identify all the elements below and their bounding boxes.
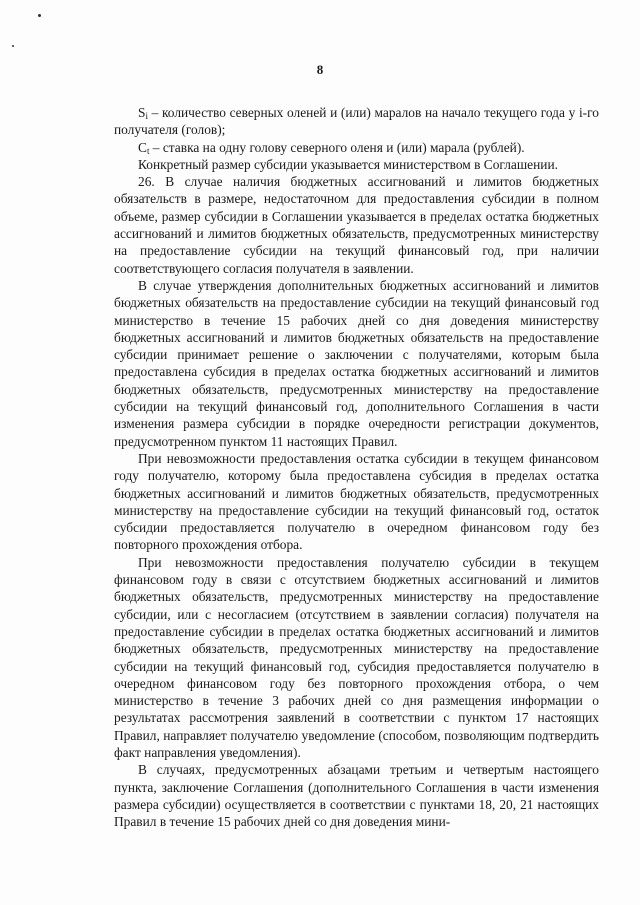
definition-ct bbox=[114, 139, 599, 156]
paragraph-cases: В случаях, предусмотренных абзацами третьим и четвертым настоящего пункта, заключение Соглашения (дополнительного Соглашения в части изменения размера субсидии) осуществляется в соответствии с пунктами 18, 20, 21 настоящих Правил в течение 15 рабочих дней со дня доведения мини- bbox=[114, 762, 599, 830]
paragraph-26: 26. В случае наличия бюджетных ассигнований и лимитов бюджетных обязательств в размере, недостаточном для предоставления субсидии в полном объеме, размер субсидии в Соглашении указывается в пределах остатка бюджетных ассигнований и лимитов бюджетных обязательств, предусмотренных министерству на предоставление субсидии на текущий финансовый год, при наличии соответствующего согласия получателя в заявлении. bbox=[114, 174, 599, 276]
si-subscript: i bbox=[145, 111, 148, 121]
definition-si bbox=[114, 104, 599, 139]
paragraph-remainder-impossible: При невозможности предоставления остатка субсидии в текущем финансовом году получателю, которому была предоставлена субсидия в пределах остатка бюджетных ассигнований и лимитов бюджетных обязательств, предусмотренных министерству на предоставление субсидии на текущий финансовый год, остаток субсидии предоставляется получателю в очередном финансовом году без повторного прохождения отбора. bbox=[114, 450, 599, 553]
paragraph-additional-allocations: В случае утверждения дополнительных бюджетных ассигнований и лимитов бюджетных обязательств на предоставление субсидии на текущий финансовый год министерство в течение 15 рабочих дней со дня доведения министерству бюджетных ассигнований и лимитов бюджетных обязательств на предоставление субсидии принимает решение о заключении с получателями, которым была предоставлена субсидия в пределах остатка бюджетных ассигнований и лимитов бюджетных обязательств, предусмотренных министерству на предоставление субсидии на текущий финансовый год, дополнительного Соглашения в части изменения размера субсидии в порядке очередности регистрации документов, предусмотренном пунктом 11 настоящих Правил. bbox=[114, 277, 599, 449]
paragraph-subsidy-amount: Конкретный размер субсидии указывается министерством в Соглашении. bbox=[138, 156, 558, 172]
ct-text: – ставка на одну голову северного оленя и (или) марала (рублей). bbox=[149, 139, 525, 155]
page-number: 8 bbox=[316, 62, 324, 77]
ct-symbol: C bbox=[138, 139, 147, 155]
paragraph-no-allocations: При невозможности предоставления получателю субсидии в текущем финансовом году в связи с отсутствием бюджетных ассигнований и лимитов бюджетных обязательств, предусмотренных министерству на предоставление субсидии, или с несогласием (отсутствием в заявлении согласия) получателя на предоставление субсидии в пределах остатка бюджетных ассигнований и лимитов бюджетных обязательств, предусмотренных министерству на предоставление субсидии на текущий финансовый год, субсидия предоставляется получателю в очередном финансовом году без повторного прохождения отбора, о чем министерство в течение 3 рабочих дней со дня размещения информации о результатах рассмотрения заявлений в соответствии с пунктом 17 настоящих Правил, направляет получателю уведомление (способом, позволяющим подтвердить факт направления уведомления). bbox=[114, 554, 599, 760]
ct-subscript: t bbox=[146, 145, 150, 156]
scan-speck bbox=[12, 45, 14, 47]
body-text bbox=[114, 104, 599, 830]
scan-speck bbox=[38, 14, 41, 17]
si-symbol: S bbox=[138, 105, 146, 120]
si-text: – количество северных оленей и (или) маралов на начало текущего года у i-го получателя (голов); bbox=[114, 105, 599, 138]
